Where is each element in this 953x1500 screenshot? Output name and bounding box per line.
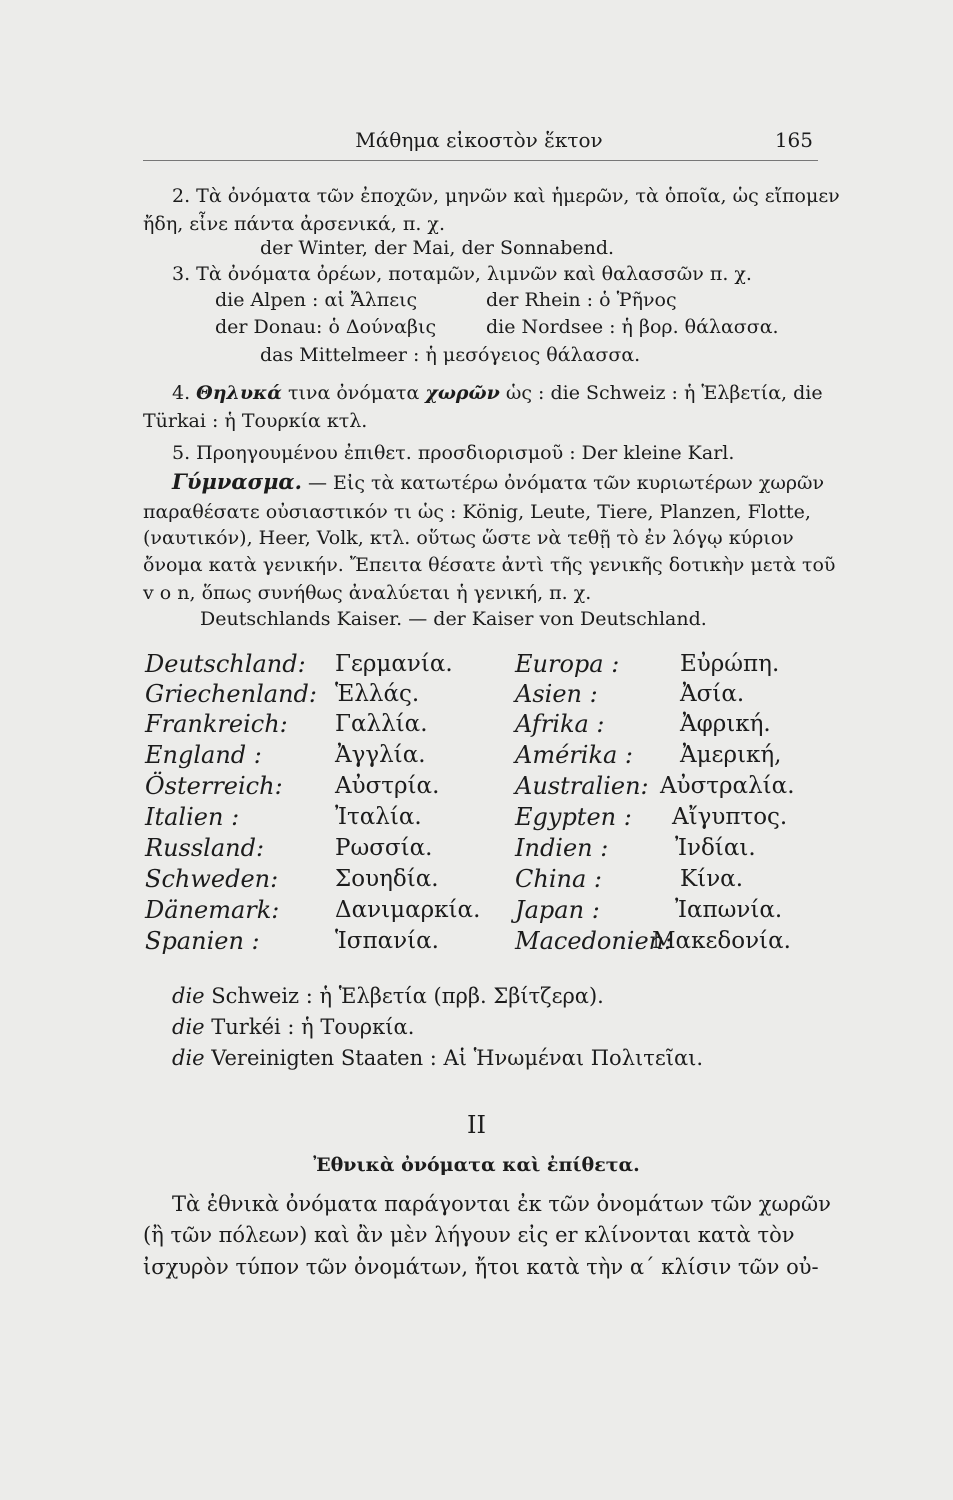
s4-rest2: ὡς : die Schweiz : ἡ Ἑλβετία, die — [499, 382, 823, 404]
s3-line1: 3. Τὰ ὀνόματα ὀρέων, ποταμῶν, λιμνῶν καὶ θαλασσῶν π. χ. — [172, 263, 752, 285]
country-de: Dänemark: — [145, 896, 280, 924]
die-line — [172, 1014, 414, 1040]
s4-rest: τινα ὀνόματα — [281, 382, 426, 404]
continent-gr: Ἰνδίαι. — [675, 835, 756, 861]
exercise-line3: (ναυτικόν), Heer, Volk, κτλ. οὕτως ὥστε νὰ τεθῇ τὸ ἐν λόγῳ κύριον — [143, 527, 794, 549]
country-gr: Δανιμαρκία. — [335, 897, 481, 923]
country-gr: Ρωσσία. — [335, 835, 433, 861]
country-de: Griechenland: — [145, 680, 317, 708]
s2-line1: 2. Τὰ ὀνόματα τῶν ἐποχῶν, μηνῶν καὶ ἡμερῶν, τὰ ὁποῖα, ὡς εἴπομεν — [172, 185, 840, 207]
country-gr: Αὐστρία. — [335, 773, 440, 799]
continent-gr: Κίνα. — [680, 866, 744, 892]
die-text: Turkéi : ἡ Τουρκία. — [204, 1015, 415, 1039]
continent-de: Amérika : — [515, 741, 634, 769]
s3-row2a: der Donau: ὁ Δούναβις — [215, 316, 437, 338]
country-de: England : — [145, 741, 262, 769]
continent-de: Macedonien: — [515, 927, 673, 955]
s3-row2b: die Nordsee : ἡ βορ. θάλασσα. — [486, 316, 779, 338]
continent-gr: Ἀμερική, — [680, 742, 782, 768]
s3-row3: das Mittelmeer : ἡ μεσόγειος θάλασσα. — [260, 344, 641, 366]
exercise-heading: Γύμνασμα. — [172, 469, 302, 494]
s2-line2: ἤδη, εἶνε πάντα ἀρσενικά, π. χ. — [143, 213, 445, 235]
continent-de: Australien: — [515, 772, 649, 800]
country-gr: Γαλλία. — [335, 711, 428, 737]
s3-row1a: die Alpen : αἱ Ἄλπεις — [215, 289, 418, 311]
page-number: 165 — [774, 128, 813, 152]
exercise-line4: ὄνομα κατὰ γενικήν. Ἔπειτα θέσατε ἀντὶ τῆς γενικῆς δοτικὴν μετὰ τοῦ — [143, 554, 836, 576]
section-title: Ἐθνικὰ ὀνόματα καὶ ἐπίθετα. — [313, 1154, 640, 1176]
die-text: Vereinigten Staaten : Αἱ Ἡνωμέναι Πολιτεῖαι. — [204, 1046, 704, 1070]
continent-gr: Ἰαπωνία. — [675, 897, 783, 923]
country-gr: Ἀγγλία. — [335, 742, 426, 768]
continent-gr: Εὐρώπη. — [680, 651, 780, 677]
s4-num: 4. — [172, 382, 197, 404]
s3-row1b: der Rhein : ὁ Ῥῆνος — [486, 289, 677, 311]
header-title: Μάθημα εἰκοστὸν ἕκτον — [355, 128, 603, 152]
country-gr: Ἰταλία. — [335, 804, 422, 830]
country-de: Italien : — [145, 803, 240, 831]
continent-de: Japan : — [515, 896, 600, 924]
country-gr: Ἱσπανία. — [335, 928, 439, 954]
continent-de: Egypten : — [515, 803, 632, 831]
country-de: Deutschland: — [145, 650, 306, 678]
continent-gr: Ἀφρική. — [680, 711, 771, 737]
running-header — [145, 128, 813, 160]
country-de: Frankreich: — [145, 710, 288, 738]
country-gr: Ἑλλάς. — [335, 681, 420, 707]
country-de: Schweden: — [145, 865, 279, 893]
die-text: Schweiz : ἡ Ἑλβετία (πρβ. Σβίτζερα). — [204, 984, 604, 1008]
continent-gr: Αὐστραλία. — [660, 773, 795, 799]
continent-de: Europa : — [515, 650, 620, 678]
final-line3: ἰσχυρὸν τύπον τῶν ὀνομάτων, ἤτοι κατὰ τὴν α΄ κλίσιν τῶν οὐ- — [143, 1255, 819, 1279]
continent-de: Asien : — [515, 680, 598, 708]
exercise-line1 — [172, 469, 824, 496]
exercise-text1: — Εἰς τὰ κατωτέρω ὀνόματα τῶν κυριωτέρων χωρῶν — [301, 472, 825, 494]
continent-gr: Αἴγυπτος. — [672, 804, 788, 830]
s4-bold: Θηλυκά — [196, 382, 282, 404]
country-de: Russland: — [145, 834, 265, 862]
country-de: Österreich: — [145, 772, 283, 800]
country-gr: Σουηδία. — [335, 866, 439, 892]
die-line — [172, 983, 604, 1009]
s2-line3: der Winter, der Mai, der Sonnabend. — [260, 237, 615, 259]
s4-line2: Türkai : ἡ Τουρκία κτλ. — [143, 410, 368, 432]
exercise-line5: v o n, ὅπως συνήθως ἀναλύεται ἡ γενική, π. χ. — [143, 582, 592, 604]
die-line — [172, 1045, 703, 1071]
exercise-line6: Deutschlands Kaiser. — der Kaiser von Deutschland. — [200, 608, 707, 630]
die-article: die — [172, 984, 205, 1008]
country-gr: Γερμανία. — [335, 651, 453, 677]
final-line2: (ἢ τῶν πόλεων) καὶ ἂν μὲν λήγουν εἰς er κλίνονται κατὰ τὸν — [143, 1223, 795, 1247]
exercise-line2: παραθέσατε οὐσιαστικόν τι ὡς : König, Leute, Tiere, Planzen, Flotte, — [143, 501, 811, 523]
s4-line1 — [172, 380, 823, 406]
continent-de: Afrika : — [515, 710, 605, 738]
continent-gr: Μακεδονία. — [652, 928, 791, 954]
continent-de: China : — [515, 865, 602, 893]
s4-bold2: χωρῶν — [425, 382, 500, 404]
country-de: Spanien : — [145, 927, 260, 955]
continent-gr: Ἀσία. — [680, 681, 745, 707]
section-number: II — [467, 1111, 486, 1139]
header-rule — [143, 160, 818, 161]
die-article: die — [172, 1046, 205, 1070]
final-line1: Τὰ ἐθνικὰ ὀνόματα παράγονται ἐκ τῶν ὀνομάτων τῶν χωρῶν — [172, 1192, 831, 1216]
s5-line1: 5. Προηγουμένου ἐπιθετ. προσδιορισμοῦ : Der kleine Karl. — [172, 442, 735, 464]
die-article: die — [172, 1015, 205, 1039]
continent-de: Indien : — [515, 834, 609, 862]
